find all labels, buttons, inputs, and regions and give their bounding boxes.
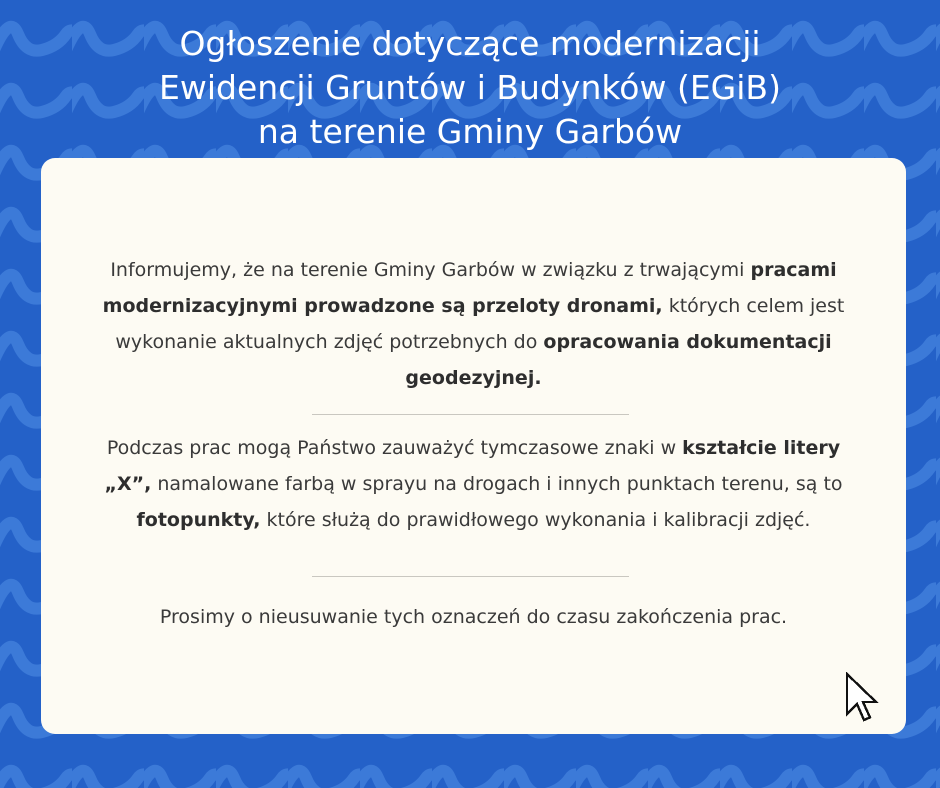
mouse-pointer-icon	[845, 672, 879, 728]
paragraph-text: namalowane farbą w sprayu na drogach i innych punktach terenu, są to	[151, 473, 843, 495]
paragraph-request	[81, 599, 866, 635]
paragraph-text: których celem jest wykonanie aktualnych zdjęć potrzebnych do	[115, 295, 845, 353]
paragraph-bold-text: pracami modernizacyjnymi prowadzone są przeloty dronami,	[102, 259, 837, 317]
paragraph-drone-flights	[81, 252, 866, 396]
paragraph-text: Prosimy o nieusuwanie tych oznaczeń do czasu zakończenia prac.	[159, 606, 788, 628]
paragraph-bold-text: fotopunkty,	[136, 509, 261, 531]
paragraph-text: Informujemy, że na terenie Gminy Garbów w związku z trwającymi	[110, 259, 751, 281]
page-title	[0, 22, 940, 154]
paragraph-bold-text: kształcie litery „X”,	[104, 437, 841, 495]
paragraph-photo-points	[81, 430, 866, 538]
paragraph-text: Podczas prac mogą Państwo zauważyć tymczasowe znaki w	[106, 437, 683, 459]
divider	[312, 414, 629, 415]
divider	[312, 576, 629, 577]
title-line-3: na terenie Gminy Garbów	[257, 112, 683, 151]
paragraph-bold-text: opracowania dokumentacji geodezyjnej.	[405, 331, 832, 389]
title-line-2: Ewidencji Gruntów i Budynków (EGiB)	[159, 68, 781, 107]
title-line-1: Ogłoszenie dotyczące modernizacji	[179, 24, 761, 63]
paragraph-text: które służą do prawidłowego wykonania i kalibracji zdjęć.	[260, 509, 811, 531]
announcement-card	[41, 158, 906, 734]
